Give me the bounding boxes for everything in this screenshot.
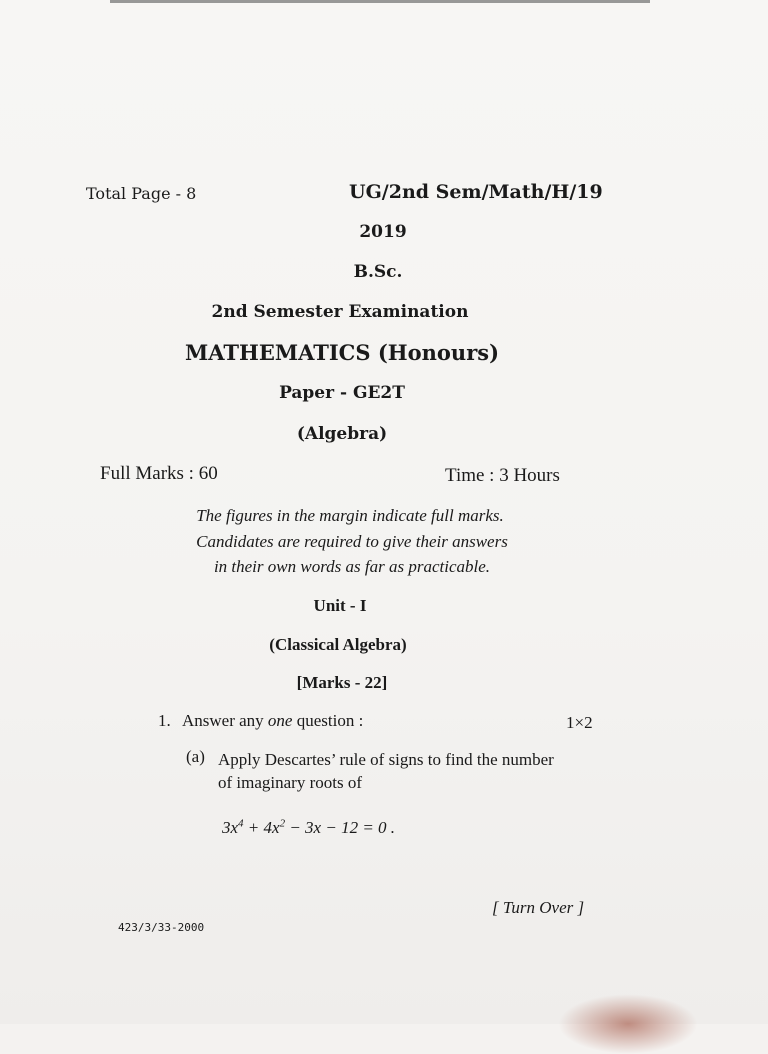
instruction-line-2: Candidates are required to give their answers	[196, 532, 508, 551]
total-page: Total Page - 8	[86, 184, 197, 203]
subject-title: MATHEMATICS (Honours)	[184, 340, 500, 365]
full-marks: Full Marks : 60	[100, 463, 218, 484]
equation-term-2: + 4x	[243, 818, 280, 837]
degree: B.Sc.	[353, 262, 403, 282]
exam-name: 2nd Semester Examination	[211, 302, 469, 322]
unit-heading: Unit - I	[313, 596, 367, 615]
equation-exp-1: 4	[238, 817, 244, 830]
prompt-emphasis: one	[267, 711, 293, 730]
exam-time: Time : 3 Hours	[445, 465, 560, 486]
page-stain	[558, 994, 698, 1054]
print-code: 423/3/33-2000	[118, 921, 205, 934]
prompt-start: Answer any	[182, 711, 268, 730]
instruction-line-3: in their own words as far as practicable.	[213, 557, 491, 576]
question-prompt	[182, 711, 363, 731]
page-top-edge	[110, 0, 650, 3]
paper-code: UG/2nd Sem/Math/H/19	[349, 181, 603, 203]
part-a-label: (a)	[186, 747, 205, 766]
question-number: 1.	[158, 711, 171, 730]
instruction-line-1: The figures in the margin indicate full marks.	[196, 506, 504, 525]
question-marks: 1×2	[566, 713, 593, 732]
paper-code-line: Paper - GE2T	[279, 383, 405, 403]
exam-year: 2019	[359, 222, 407, 242]
unit-title: (Classical Algebra)	[269, 635, 407, 654]
equation-term-3: − 3x − 12 = 0 .	[285, 818, 396, 837]
equation-term-1: 3x	[222, 818, 239, 837]
turn-over: [ Turn Over ]	[492, 898, 585, 917]
part-a-line-1: Apply Descartes’ rule of signs to find the number	[218, 750, 554, 769]
prompt-end: question :	[292, 711, 364, 730]
equation	[222, 818, 395, 838]
paper-topic: (Algebra)	[296, 424, 388, 444]
unit-marks: [Marks - 22]	[296, 673, 388, 692]
part-a-line-2: of imaginary roots of	[218, 773, 362, 792]
equation-exp-2: 2	[279, 817, 286, 830]
